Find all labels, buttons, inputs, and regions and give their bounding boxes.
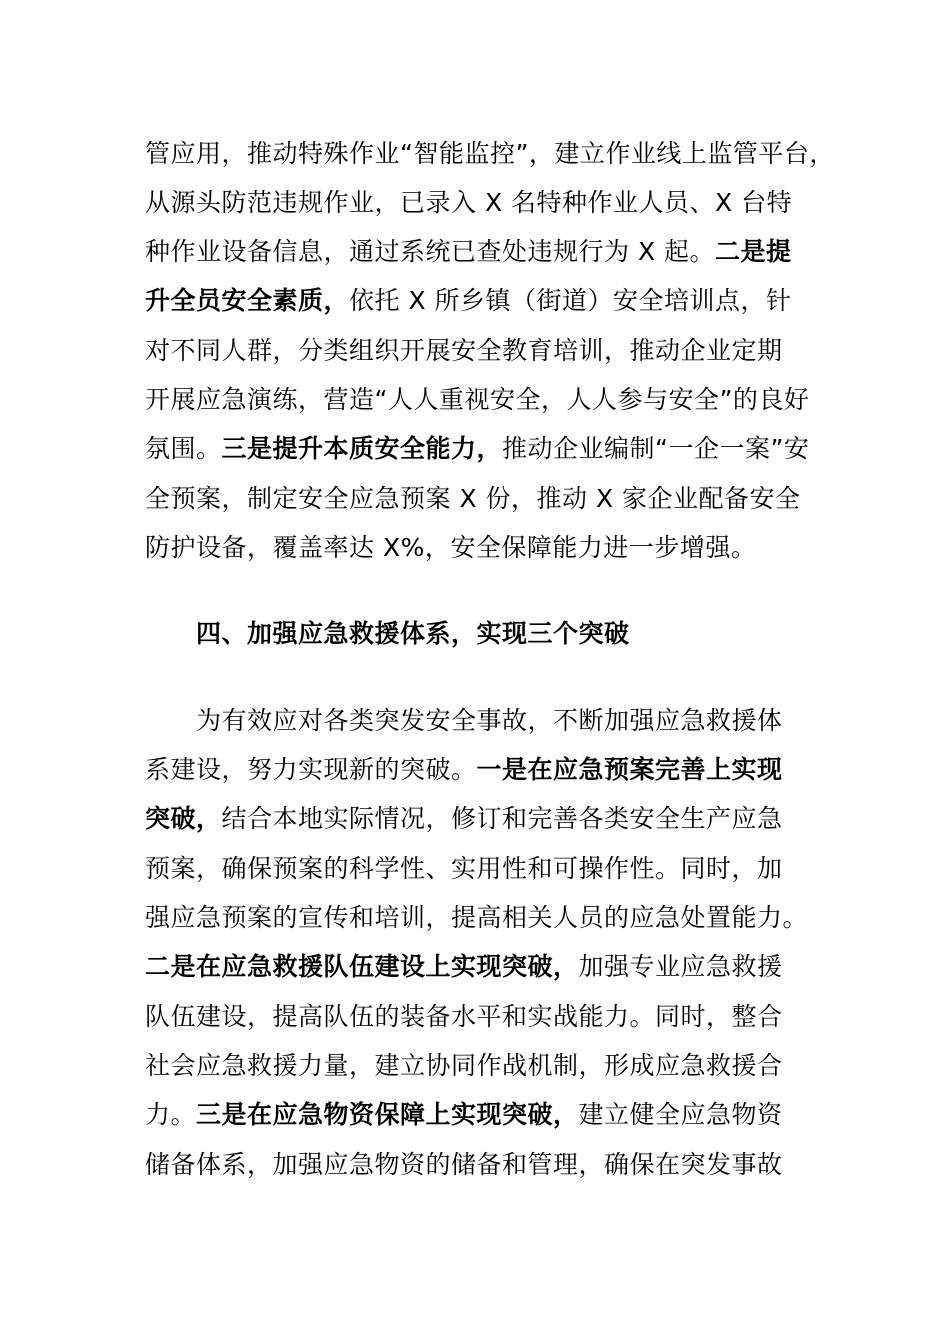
text-run: 预案，确保预案的科学性、实用性和可操作性。同时，加	[145, 854, 783, 883]
text-line	[145, 1148, 825, 1182]
text-run: 推动企业编制“一企一案”安	[502, 434, 810, 463]
text-run: 开展应急演练，营造“人人重视安全，人人参与安全”的良好	[145, 385, 810, 414]
text-line	[145, 901, 825, 935]
text-line	[145, 531, 825, 565]
text-line	[145, 284, 825, 318]
text-line	[145, 852, 825, 886]
text-run: 储备体系，加强应急物资的储备和管理，确保在突发事故	[145, 1150, 783, 1179]
bold-text-run: 升全员安全素质，	[145, 286, 350, 315]
text-line	[145, 950, 825, 984]
text-line	[145, 482, 825, 516]
text-run: 队伍建设，提高队伍的装备水平和实战能力。同时，整合	[145, 1002, 783, 1031]
bold-text-run: 三是在应急物资保障上实现突破，	[196, 1100, 579, 1129]
text-line	[145, 334, 825, 368]
text-line	[145, 186, 825, 220]
bold-text-run: 一是在应急预案完善上实现	[476, 755, 783, 784]
text-run: 结合本地实际情况，修订和完善各类安全生产应急	[221, 804, 783, 833]
bold-text-run: 二是在应急救援队伍建设上实现突破，	[145, 952, 579, 981]
bold-text-run: 二是提	[715, 237, 792, 266]
text-run: 系建设，努力实现新的突破。	[145, 755, 477, 784]
text-line	[196, 704, 876, 738]
text-run: 管应用，推动特殊作业“智能监控”，建立作业线上监管平台，	[145, 139, 835, 168]
text-run: 种作业设备信息，通过系统已查处违规行为 X 起。	[145, 237, 716, 266]
bold-text-run: 突破，	[145, 804, 222, 833]
text-run: 对不同人群，分类组织开展安全教育培训，推动企业定期	[145, 336, 783, 365]
text-line	[145, 802, 825, 836]
text-run: 氛围。	[145, 434, 222, 463]
section-heading	[196, 617, 876, 651]
text-line	[145, 235, 825, 269]
heading-text: 四、加强应急救援体系，实现三个突破	[196, 619, 630, 648]
text-run: 依托 X 所乡镇（街道）安全培训点，针	[349, 286, 792, 315]
text-line	[145, 1049, 825, 1083]
text-run: 加强专业应急救援	[578, 952, 783, 981]
text-run: 社会应急救援力量，建立协同作战机制，形成应急救援合	[145, 1051, 783, 1080]
text-run: 防护设备，覆盖率达 X%，安全保障能力进一步增强。	[145, 533, 757, 562]
text-line	[145, 753, 825, 787]
text-run: 建立健全应急物资	[578, 1100, 783, 1129]
text-run: 强应急预案的宣传和培训，提高相关人员的应急处置能力。	[145, 903, 809, 932]
text-line	[145, 137, 835, 171]
text-line	[145, 1098, 825, 1132]
text-run: 为有效应对各类突发安全事故，不断加强应急救援体	[196, 706, 783, 735]
text-run: 从源头防范违规作业，已录入 X 名特种作业人员、X 台特	[145, 188, 793, 217]
text-run: 全预案，制定安全应急预案 X 份，推动 X 家企业配备安全	[145, 484, 801, 513]
text-run: 力。	[145, 1100, 197, 1129]
bold-text-run: 三是提升本质安全能力，	[221, 434, 503, 463]
text-line	[145, 1000, 825, 1034]
text-line	[145, 432, 825, 466]
text-line	[145, 383, 825, 417]
